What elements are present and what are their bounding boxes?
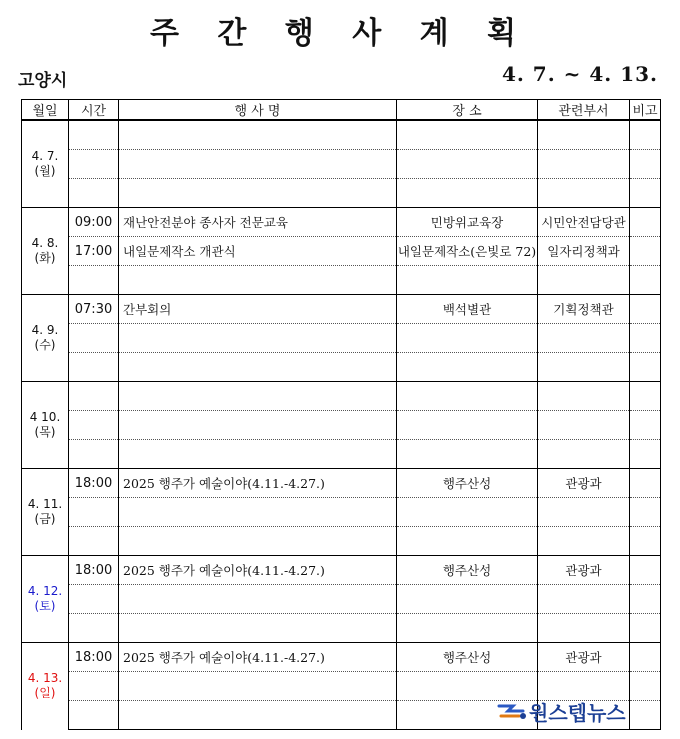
schedule-table (21, 99, 661, 730)
place-cell (397, 324, 538, 353)
note-cell (630, 208, 661, 237)
day-cell (22, 382, 69, 469)
table-row (22, 324, 661, 353)
day-weekday: (목) (34, 425, 56, 439)
dept-cell: 일자리정책과 (538, 237, 630, 266)
place-cell (397, 382, 538, 411)
header-time: 시간 (69, 100, 119, 121)
header-date: 월일 (22, 100, 69, 121)
place-cell (397, 527, 538, 556)
dept-cell (538, 120, 630, 150)
event-cell: 간부회의 (119, 295, 397, 324)
time-cell (69, 353, 119, 382)
note-cell (630, 295, 661, 324)
note-cell (630, 614, 661, 643)
table-row (22, 440, 661, 469)
watermark-text: 원스텝뉴스 (529, 700, 626, 725)
time-cell: 09:00 (69, 208, 119, 237)
dept-cell (538, 440, 630, 469)
event-cell (119, 701, 397, 730)
time-cell (69, 324, 119, 353)
table-row (22, 614, 661, 643)
time-cell (69, 382, 119, 411)
time-cell (69, 614, 119, 643)
note-cell (630, 498, 661, 527)
time-cell (69, 179, 119, 208)
place-cell (397, 440, 538, 469)
time-cell: 18:00 (69, 469, 119, 498)
schedule-body (22, 120, 661, 730)
day-cell (22, 643, 69, 730)
header-event: 행 사 명 (119, 100, 397, 121)
table-row (22, 643, 661, 672)
day-date: 4. 9. (31, 323, 59, 337)
event-cell (119, 266, 397, 295)
header-note: 비고 (630, 100, 661, 121)
event-cell: 재난안전분야 종사자 전문교육 (119, 208, 397, 237)
event-cell (119, 120, 397, 150)
place-cell: 내일문제작소(은빛로 72) (397, 237, 538, 266)
time-cell (69, 150, 119, 179)
note-cell (630, 585, 661, 614)
table-row (22, 585, 661, 614)
day-date: 4. 7. (31, 149, 59, 163)
event-cell (119, 614, 397, 643)
day-date: 4. 12. (27, 584, 63, 598)
table-row (22, 556, 661, 585)
event-cell (119, 411, 397, 440)
note-cell (630, 353, 661, 382)
event-cell: 2025 행주가 예술이야(4.11.-4.27.) (119, 469, 397, 498)
dept-cell (538, 266, 630, 295)
place-cell (397, 614, 538, 643)
organization-name: 고양시 (18, 71, 68, 91)
dept-cell (538, 527, 630, 556)
note-cell (630, 469, 661, 498)
dept-cell: 관광과 (538, 643, 630, 672)
day-weekday: (월) (34, 164, 56, 178)
watermark-logo (497, 697, 667, 725)
table-row (22, 469, 661, 498)
time-cell (69, 585, 119, 614)
event-cell (119, 353, 397, 382)
place-cell (397, 353, 538, 382)
event-cell (119, 150, 397, 179)
day-cell (22, 295, 69, 382)
time-cell: 07:30 (69, 295, 119, 324)
event-cell (119, 585, 397, 614)
date-range: 4. 7. ~ 4. 13. (501, 62, 658, 86)
place-cell (397, 585, 538, 614)
note-cell (630, 411, 661, 440)
event-cell (119, 498, 397, 527)
dept-cell (538, 614, 630, 643)
header-row (22, 100, 661, 121)
day-date: 4 10. (29, 410, 61, 424)
table-row (22, 353, 661, 382)
time-cell: 17:00 (69, 237, 119, 266)
event-cell (119, 179, 397, 208)
dept-cell (538, 585, 630, 614)
event-cell (119, 382, 397, 411)
dept-cell (538, 382, 630, 411)
day-cell (22, 120, 69, 208)
time-cell (69, 120, 119, 150)
header-dept: 관련부서 (538, 100, 630, 121)
document-title: 주 간 행 사 계 획 (149, 16, 531, 51)
event-cell (119, 324, 397, 353)
place-cell (397, 498, 538, 527)
time-cell: 18:00 (69, 643, 119, 672)
dept-cell: 기획정책관 (538, 295, 630, 324)
note-cell (630, 324, 661, 353)
dept-cell (538, 179, 630, 208)
day-weekday: (토) (34, 599, 56, 613)
place-cell (397, 411, 538, 440)
place-cell: 행주산성 (397, 643, 538, 672)
note-cell (630, 120, 661, 150)
place-cell: 백석별관 (397, 295, 538, 324)
table-row (22, 498, 661, 527)
note-cell (630, 440, 661, 469)
time-cell (69, 701, 119, 730)
day-date: 4. 11. (27, 497, 63, 511)
time-cell (69, 498, 119, 527)
place-cell (397, 150, 538, 179)
time-cell (69, 672, 119, 701)
note-cell (630, 556, 661, 585)
dept-cell (538, 411, 630, 440)
day-weekday: (화) (34, 251, 56, 265)
day-weekday: (수) (34, 338, 56, 352)
place-cell: 행주산성 (397, 556, 538, 585)
table-row (22, 208, 661, 237)
note-cell (630, 527, 661, 556)
dept-cell: 시민안전담당관 (538, 208, 630, 237)
day-weekday: (금) (34, 512, 56, 526)
place-cell (397, 120, 538, 150)
day-cell (22, 556, 69, 643)
table-row (22, 150, 661, 179)
dept-cell: 관광과 (538, 469, 630, 498)
dept-cell (538, 353, 630, 382)
note-cell (630, 150, 661, 179)
place-cell (397, 266, 538, 295)
logo-swoosh-icon (497, 700, 527, 722)
time-cell (69, 266, 119, 295)
table-row (22, 295, 661, 324)
header-place: 장 소 (397, 100, 538, 121)
event-cell: 2025 행주가 예술이야(4.11.-4.27.) (119, 556, 397, 585)
event-cell (119, 440, 397, 469)
place-cell: 민방위교육장 (397, 208, 538, 237)
event-cell: 2025 행주가 예술이야(4.11.-4.27.) (119, 643, 397, 672)
table-row (22, 382, 661, 411)
dept-cell (538, 324, 630, 353)
time-cell (69, 411, 119, 440)
table-row (22, 179, 661, 208)
day-cell (22, 469, 69, 556)
note-cell (630, 237, 661, 266)
table-row (22, 266, 661, 295)
day-weekday: (일) (34, 686, 56, 701)
event-cell: 내일문제작소 개관식 (119, 237, 397, 266)
table-row (22, 120, 661, 150)
time-cell: 18:00 (69, 556, 119, 585)
place-cell: 행주산성 (397, 469, 538, 498)
note-cell (630, 266, 661, 295)
table-row (22, 237, 661, 266)
day-date: 4. 8. (31, 236, 59, 250)
event-cell (119, 527, 397, 556)
time-cell (69, 527, 119, 556)
dept-cell (538, 150, 630, 179)
table-row (22, 527, 661, 556)
note-cell (630, 643, 661, 672)
day-date: 4. 13. (27, 671, 63, 686)
note-cell (630, 382, 661, 411)
time-cell (69, 440, 119, 469)
place-cell (397, 179, 538, 208)
dept-cell (538, 498, 630, 527)
dept-cell: 관광과 (538, 556, 630, 585)
note-cell (630, 179, 661, 208)
event-cell (119, 672, 397, 701)
day-cell (22, 208, 69, 295)
table-row (22, 411, 661, 440)
